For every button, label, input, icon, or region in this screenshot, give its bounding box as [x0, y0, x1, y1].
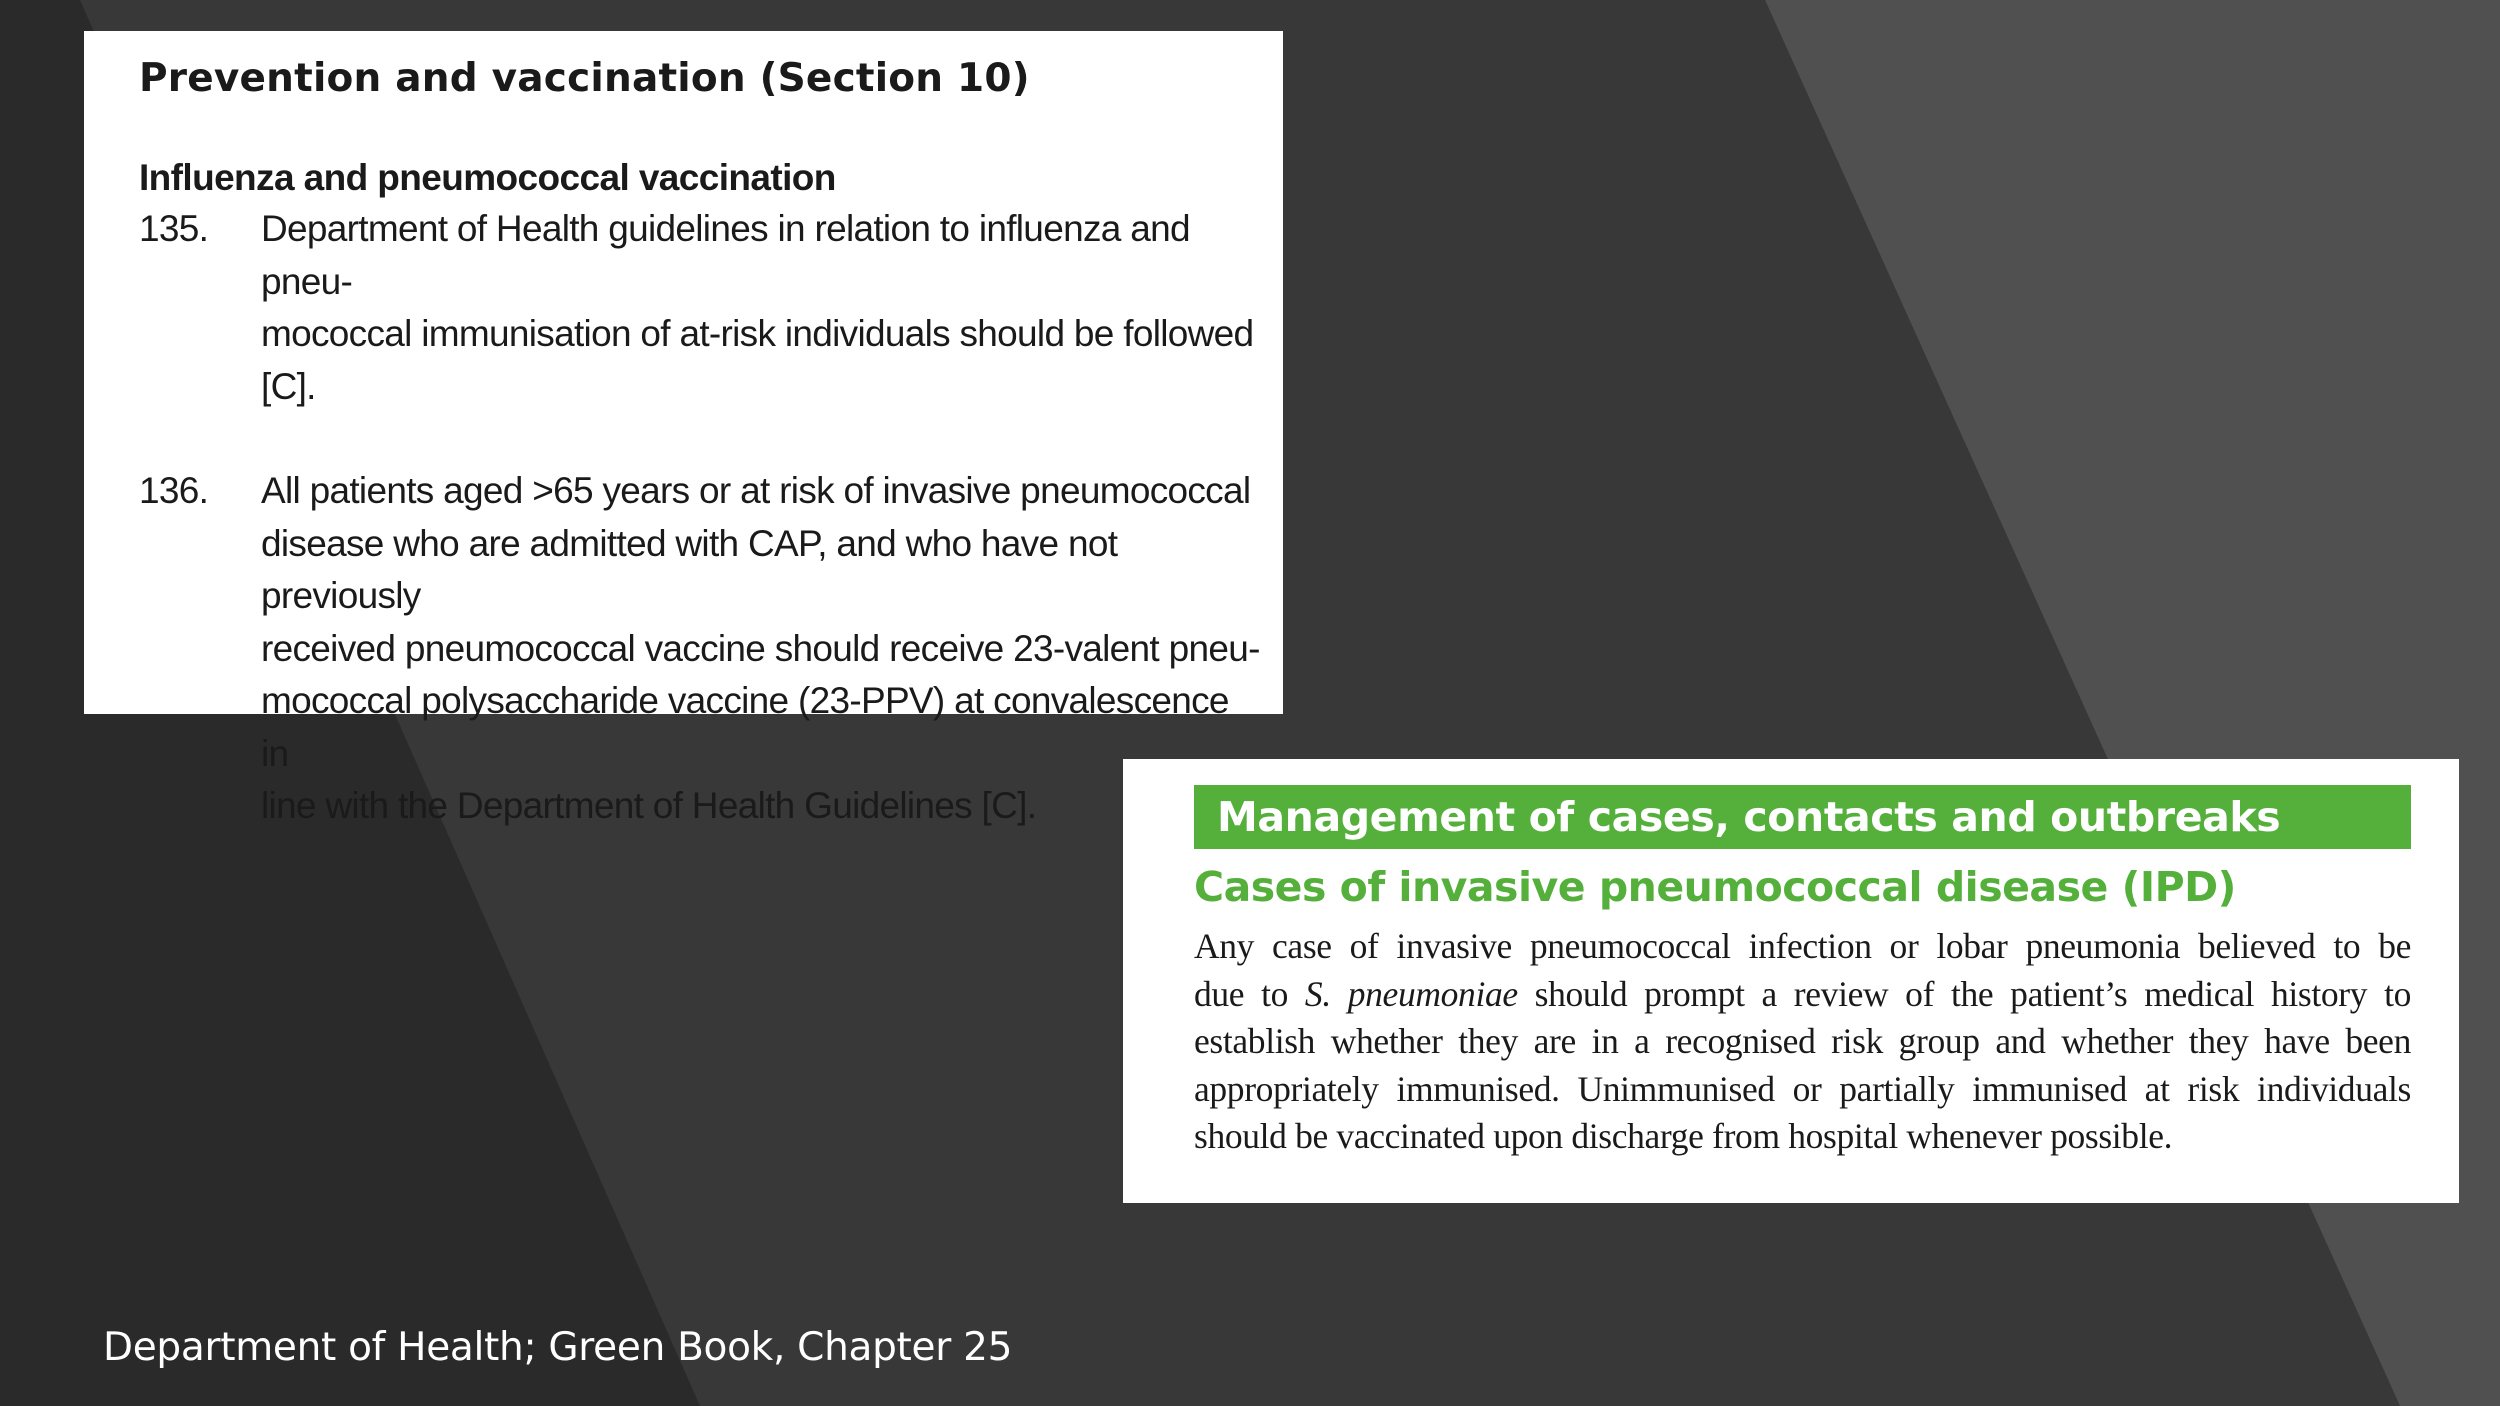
recommendation-number: 135.	[139, 208, 209, 249]
recommendation-line: [C].	[261, 365, 316, 407]
body-line	[1194, 971, 2411, 1019]
recommendation-135	[139, 203, 1265, 413]
recommendation-136	[139, 465, 1265, 833]
recommendation-line: Department of Health guidelines in relation to influenza and pneu-	[261, 208, 1190, 302]
recommendation-line: mococcal polysaccharide vaccine (23-PPV) at convalescence in	[261, 680, 1229, 774]
source-citation: Department of Health; Green Book, Chapter 25	[103, 1325, 1013, 1370]
body-line: should be vaccinated upon discharge from hospital whenever possible.	[1194, 1116, 2173, 1156]
body-line: Any case of invasive pneumococcal infection or lobar pneumonia believed to be	[1194, 926, 2411, 966]
recommendation-line: mococcal immunisation of at-risk individuals should be followed	[261, 313, 1254, 354]
recommendation-line: disease who are admitted with CAP, and who have not previously	[261, 522, 1118, 616]
ipd-heading: Cases of invasive pneumococcal disease (IPD)	[1194, 863, 2236, 911]
body-text: should prompt a review of the patient’s medical history to	[1517, 973, 2411, 1014]
recommendation-text	[261, 203, 1265, 413]
body-text: due to	[1194, 973, 1305, 1014]
recommendation-line: received pneumococcal vaccine should receive 23-valent pneu-	[261, 627, 1260, 669]
organism-name: S. pneumoniae	[1304, 973, 1518, 1014]
recommendation-text	[261, 465, 1265, 833]
green-book-excerpt	[1123, 759, 2459, 1203]
subsection-title: Influenza and pneumococcal vaccination	[139, 157, 836, 198]
recommendation-line: line with the Department of Health Guidelines [C].	[261, 785, 1037, 826]
banner-title: Management of cases, contacts and outbreaks	[1194, 785, 2411, 849]
recommendation-number: 136.	[139, 470, 209, 511]
section-title: Prevention and vaccination (Section 10)	[139, 56, 1030, 101]
ipd-body-text	[1194, 923, 2411, 1161]
body-line: establish whether they are in a recognised risk group and whether they have been	[1194, 1021, 2411, 1061]
body-line: appropriately immunised. Unimmunised or partially immunised at risk individuals	[1194, 1068, 2411, 1109]
recommendation-line: All patients aged >65 years or at risk of invasive pneumococcal	[261, 470, 1251, 511]
bts-guideline-excerpt	[84, 31, 1283, 826]
